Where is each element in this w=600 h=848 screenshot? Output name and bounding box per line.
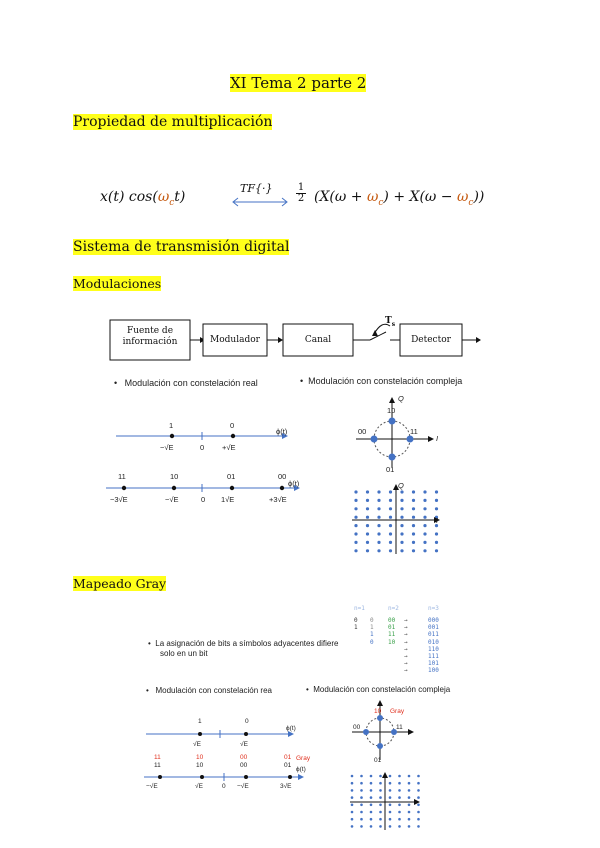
pam-bot-neg3: −3√E [110, 495, 128, 504]
gray-bullet: • La asignación de bits a símbolos adyacentes difiere [148, 639, 339, 648]
gray-pam-red-11: 11 [154, 754, 161, 761]
eq-wc2: ω [456, 189, 469, 205]
gray-bpsk-top-1: 1 [198, 718, 202, 725]
qam-point [360, 796, 363, 799]
pam-top-00: 00 [278, 472, 287, 481]
qam-point [370, 789, 373, 792]
qam-point [400, 507, 403, 510]
qam-point [389, 818, 392, 821]
qam-point [389, 532, 392, 535]
qam-point [366, 532, 369, 535]
eq-right-b: ) + X(ω − [383, 189, 457, 205]
qam-point [379, 825, 382, 828]
gray-code-table: n=1 n=2 n=3 0 1 0 1 1 0 00 01 11 10 → → → → → → → → 000 001 011 010 110 111 101 100 [354, 605, 439, 675]
block-modulator: Modulador [210, 335, 260, 345]
qpsk-point-00 [371, 436, 378, 443]
qam-point [351, 782, 354, 785]
qpsk-label-00: 00 [358, 427, 367, 436]
section-heading-modulations: Modulaciones [73, 276, 162, 291]
gray-pam-red-00: 00 [240, 754, 248, 761]
eq-omega-sub: c [169, 197, 175, 208]
qam-point [379, 789, 382, 792]
qam-point [351, 811, 354, 814]
qam-point [389, 499, 392, 502]
gray-pam-red-01: 01 [284, 754, 292, 761]
qam-point [351, 825, 354, 828]
gray-qpsk-constellation [348, 700, 418, 764]
qam-point [366, 516, 369, 519]
qam-point [389, 516, 392, 519]
qam-point [370, 818, 373, 821]
qam-point [354, 549, 357, 552]
qam-point [354, 516, 357, 519]
gray-bullet-complex: • Modulación con constelación compleja [306, 685, 451, 694]
qam-point [366, 549, 369, 552]
qam-point [377, 532, 380, 535]
qam-point [360, 818, 363, 821]
bullet-complex: • Modulación con constelación compleja [300, 376, 463, 386]
bpsk-bot-zero: 0 [200, 443, 205, 452]
qam-point [400, 516, 403, 519]
gray-c3-3: 010 [428, 638, 439, 646]
gray-pam-black-11: 11 [154, 762, 161, 769]
ts-sub: s [391, 320, 396, 328]
qam-point [408, 811, 411, 814]
pam-top-01: 01 [227, 472, 236, 481]
section-heading-gray: Mapeado Gray [73, 576, 167, 591]
qpsk-i-axis: I [436, 434, 439, 443]
qam-point [351, 796, 354, 799]
gray-pam-bot-3: −√E [237, 783, 249, 790]
block-channel: Canal [304, 335, 332, 345]
qam-point [354, 524, 357, 527]
qam-point [400, 549, 403, 552]
bpsk-bot-neg: −√E [160, 443, 174, 452]
multiplication-equation [100, 183, 500, 223]
gray-pam-point-10 [200, 775, 204, 779]
qam-point [423, 549, 426, 552]
qam-point [417, 789, 420, 792]
bullet-real: • Modulación con constelación real [114, 378, 258, 388]
qpsk-point-10 [389, 418, 396, 425]
qam-point [417, 796, 420, 799]
block-ts [385, 316, 395, 328]
qam-point [400, 490, 403, 493]
qam-point [360, 825, 363, 828]
qam-point [408, 796, 411, 799]
qam-point [408, 825, 411, 828]
qam-point [398, 775, 401, 778]
gray-pam-black-10: 10 [196, 762, 204, 769]
qam-point [398, 804, 401, 807]
eq-left-pre: x(t) cos( [100, 189, 158, 205]
qam-point [351, 775, 354, 778]
gray-bpsk-axis: ϕ(t) [286, 725, 296, 732]
gray-bullet-complex-text: Modulación con constelación compleja [313, 685, 451, 694]
qam-point [389, 549, 392, 552]
qam-point [389, 507, 392, 510]
gray-pam-bot-1: √E [195, 783, 203, 790]
gray-c2b-3: 10 [388, 638, 396, 646]
gray-c2a-2: 1 [370, 631, 374, 639]
qam-point [408, 818, 411, 821]
pam-bot-pos3: +3√E [269, 495, 287, 504]
gray-text-2: solo en un bit [160, 649, 208, 658]
gray-pam-gray-label: Gray [296, 755, 311, 762]
pam-bot-zero: 0 [201, 495, 206, 504]
qam-point [408, 789, 411, 792]
qam-point [351, 789, 354, 792]
qam-point [389, 541, 392, 544]
gray-c3-6: 101 [428, 660, 439, 668]
bpsk-constellation [112, 420, 292, 460]
qam-point [400, 532, 403, 535]
qam-point [408, 782, 411, 785]
gray-bpsk-top-0: 0 [245, 718, 249, 725]
gray-head-3: n=3 [428, 605, 439, 612]
gray-text-1: La asignación de bits a símbolos adyacentes difiere [155, 639, 339, 648]
qpsk-label-10: 10 [387, 406, 396, 415]
qam-point [377, 516, 380, 519]
qam-point [354, 541, 357, 544]
qam-point [412, 499, 415, 502]
gray-c2b-1: 01 [388, 624, 396, 632]
gray-c2b-0: 00 [388, 617, 396, 624]
gray-bullet-real: • Modulación con constelación rea [146, 686, 272, 695]
qam-point [354, 499, 357, 502]
qam-point [366, 507, 369, 510]
qpsk-q-axis: Q [398, 394, 404, 403]
qam-point [423, 524, 426, 527]
gray-bullet-real-text: Modulación con constelación rea [155, 686, 272, 695]
qam-point [370, 811, 373, 814]
qam-point [377, 549, 380, 552]
qam-point [360, 804, 363, 807]
pam-point-11 [122, 486, 126, 490]
qam-point [408, 775, 411, 778]
page-title: XI Tema 2 parte 2 [230, 74, 367, 92]
qam-point [377, 507, 380, 510]
qam-point [389, 825, 392, 828]
qam-point [435, 490, 438, 493]
eq-wc2-sub: c [468, 197, 474, 208]
qam-point [354, 507, 357, 510]
qam-point [377, 524, 380, 527]
qpsk-label-01: 01 [386, 465, 395, 474]
double-arrow-icon [230, 196, 290, 208]
qam-point [412, 532, 415, 535]
gray-bpsk-point-0 [244, 732, 248, 736]
qam-point [360, 811, 363, 814]
qam-point [435, 549, 438, 552]
section-heading-multiplication: Propiedad de multiplicación [73, 114, 273, 130]
qam-point [423, 541, 426, 544]
gray-c2b-2: 11 [388, 631, 396, 639]
qam-point [379, 818, 382, 821]
qam-point [398, 789, 401, 792]
qam-point [360, 782, 363, 785]
gray-c2a-1: 1 [370, 624, 374, 632]
bpsk-point-1 [170, 434, 174, 438]
qam-point [351, 804, 354, 807]
qam-point [417, 782, 420, 785]
gray-pam-bot-0: −√E [146, 783, 158, 790]
qam-point [400, 524, 403, 527]
bullet-real-text: Modulación con constelación real [124, 378, 258, 388]
qam-point [398, 818, 401, 821]
eq-left-post: t) [174, 189, 186, 205]
eq-half-num: 1 [297, 182, 305, 193]
gray-qpsk-11: 11 [396, 724, 403, 731]
qam-point [360, 789, 363, 792]
pam-point-01 [230, 486, 234, 490]
qam-point [400, 499, 403, 502]
qam-point [370, 804, 373, 807]
eq-wc1: ω [366, 189, 379, 205]
bpsk-point-0 [231, 434, 235, 438]
bullet-complex-text: Modulación con constelación compleja [308, 376, 463, 386]
qam-point [398, 825, 401, 828]
gray-bpsk-bot-2: √E [240, 741, 248, 748]
qam-point [366, 490, 369, 493]
gray-qam-constellation [348, 772, 422, 832]
qam-point [423, 516, 426, 519]
qam-point [400, 541, 403, 544]
qam-point [389, 789, 392, 792]
pam-top-10: 10 [170, 472, 179, 481]
qpsk-label-11: 11 [410, 427, 418, 436]
qam-point [423, 499, 426, 502]
qam-point [412, 490, 415, 493]
eq-wc1-sub: c [378, 197, 384, 208]
qam-point [412, 507, 415, 510]
pam-axis: ϕ(t) [288, 479, 300, 488]
qam-point [389, 524, 392, 527]
qam-point [377, 490, 380, 493]
qam-constellation [350, 484, 442, 556]
gray-bpsk-bot-1: √E [193, 741, 201, 748]
qam-point [412, 541, 415, 544]
qam-point [398, 782, 401, 785]
qam-point [354, 532, 357, 535]
gray-c3-7: 100 [428, 667, 439, 675]
qam-point [417, 804, 420, 807]
qam-point [398, 811, 401, 814]
eq-tf-label: TF{·} [240, 182, 273, 195]
block-source-line1: Fuente de [126, 326, 174, 336]
eq-half-den: 2 [297, 193, 305, 204]
bpsk-top-0: 0 [230, 421, 235, 430]
pam-bot-pos1: 1√E [221, 495, 235, 504]
ts-label: T [385, 316, 392, 326]
qam-point [370, 825, 373, 828]
block-detector: Detector [411, 335, 451, 345]
qam-point [435, 541, 438, 544]
eq-right-a: (X(ω + [314, 189, 367, 205]
qam-point [354, 490, 357, 493]
gray-pam-red-10: 10 [196, 754, 204, 761]
qam-point [379, 775, 382, 778]
qam-point [379, 782, 382, 785]
qpsk-point-01 [389, 454, 396, 461]
gray-c3-1: 001 [428, 624, 439, 632]
qam-point [379, 804, 382, 807]
bpsk-bot-pos: +√E [222, 443, 236, 452]
bpsk-axis: ϕ(t) [276, 427, 288, 436]
gray-c3-0: 000 [428, 617, 439, 624]
pam-point-00 [280, 486, 284, 490]
gray-head-1: n=1 [354, 605, 365, 612]
qam-point [398, 796, 401, 799]
qam-point [435, 499, 438, 502]
qam-point [389, 775, 392, 778]
qam-point [417, 811, 420, 814]
qam-point [379, 796, 382, 799]
qpsk-point-11 [407, 436, 414, 443]
gray-c3-5: 111 [428, 653, 439, 661]
qam-point [417, 818, 420, 821]
gray-c3-2: 011 [428, 631, 439, 639]
qam-point [360, 775, 363, 778]
qam-point [435, 532, 438, 535]
gray-c1-0: 0 [354, 617, 358, 624]
qam-point [417, 825, 420, 828]
gray-c2a-0: 0 [370, 617, 374, 624]
gray-c3-4: 110 [428, 645, 439, 653]
gray-qpsk-01: 01 [374, 757, 382, 764]
section-heading-digital: Sistema de transmisión digital [73, 239, 290, 255]
gray-pam-bot-2: 0 [222, 783, 226, 790]
qam-q-axis: Q [398, 481, 404, 490]
bpsk-top-1: 1 [169, 421, 174, 430]
qam-point [389, 782, 392, 785]
qam-point [412, 516, 415, 519]
pam-top-11: 11 [118, 472, 126, 481]
qam-point [379, 811, 382, 814]
gray-pam-point-01 [288, 775, 292, 779]
gray-c2a-3: 0 [370, 638, 374, 646]
gray-bpsk-point-1 [198, 732, 202, 736]
qam-point [417, 775, 420, 778]
qam-point [423, 490, 426, 493]
qam-point [389, 796, 392, 799]
block-source-line2: información [122, 337, 178, 347]
gray-pam-bot-4: 3√E [280, 783, 292, 790]
block-source [112, 326, 188, 348]
gray-pam-black-01: 01 [284, 762, 292, 769]
qam-point [412, 549, 415, 552]
qam-i-axis: I [436, 516, 439, 525]
qam-point [423, 507, 426, 510]
gray-qpsk-red-10: 10 [374, 708, 382, 715]
gray-pam-axis: ϕ(t) [296, 766, 306, 773]
pam-bot-neg1: −√E [165, 495, 179, 504]
gray-head-2: n=2 [388, 605, 399, 612]
gray-pam-point-00 [244, 775, 248, 779]
pam-point-10 [172, 486, 176, 490]
qam-point [377, 499, 380, 502]
eq-omega: ω [157, 189, 170, 205]
qam-point [389, 804, 392, 807]
gray-bpsk-constellation [142, 724, 302, 748]
qam-point [351, 818, 354, 821]
gray-c1-1: 1 [354, 624, 358, 632]
qam-point [389, 811, 392, 814]
qam-point [366, 499, 369, 502]
gray-qpsk-gray: Gray [390, 708, 405, 715]
qam-point [366, 524, 369, 527]
qam-point [412, 524, 415, 527]
qam-point [370, 775, 373, 778]
eq-right-c: )) [473, 189, 485, 205]
qam-point [423, 532, 426, 535]
gray-pam-black-00: 00 [240, 762, 248, 769]
gray-qpsk-00: 00 [353, 724, 361, 731]
qam-point [389, 490, 392, 493]
qam-point [408, 804, 411, 807]
qam-point [435, 507, 438, 510]
qam-point [370, 796, 373, 799]
qam-point [377, 541, 380, 544]
gray-pam-point-11 [158, 775, 162, 779]
qam-point [366, 541, 369, 544]
qam-point [370, 782, 373, 785]
